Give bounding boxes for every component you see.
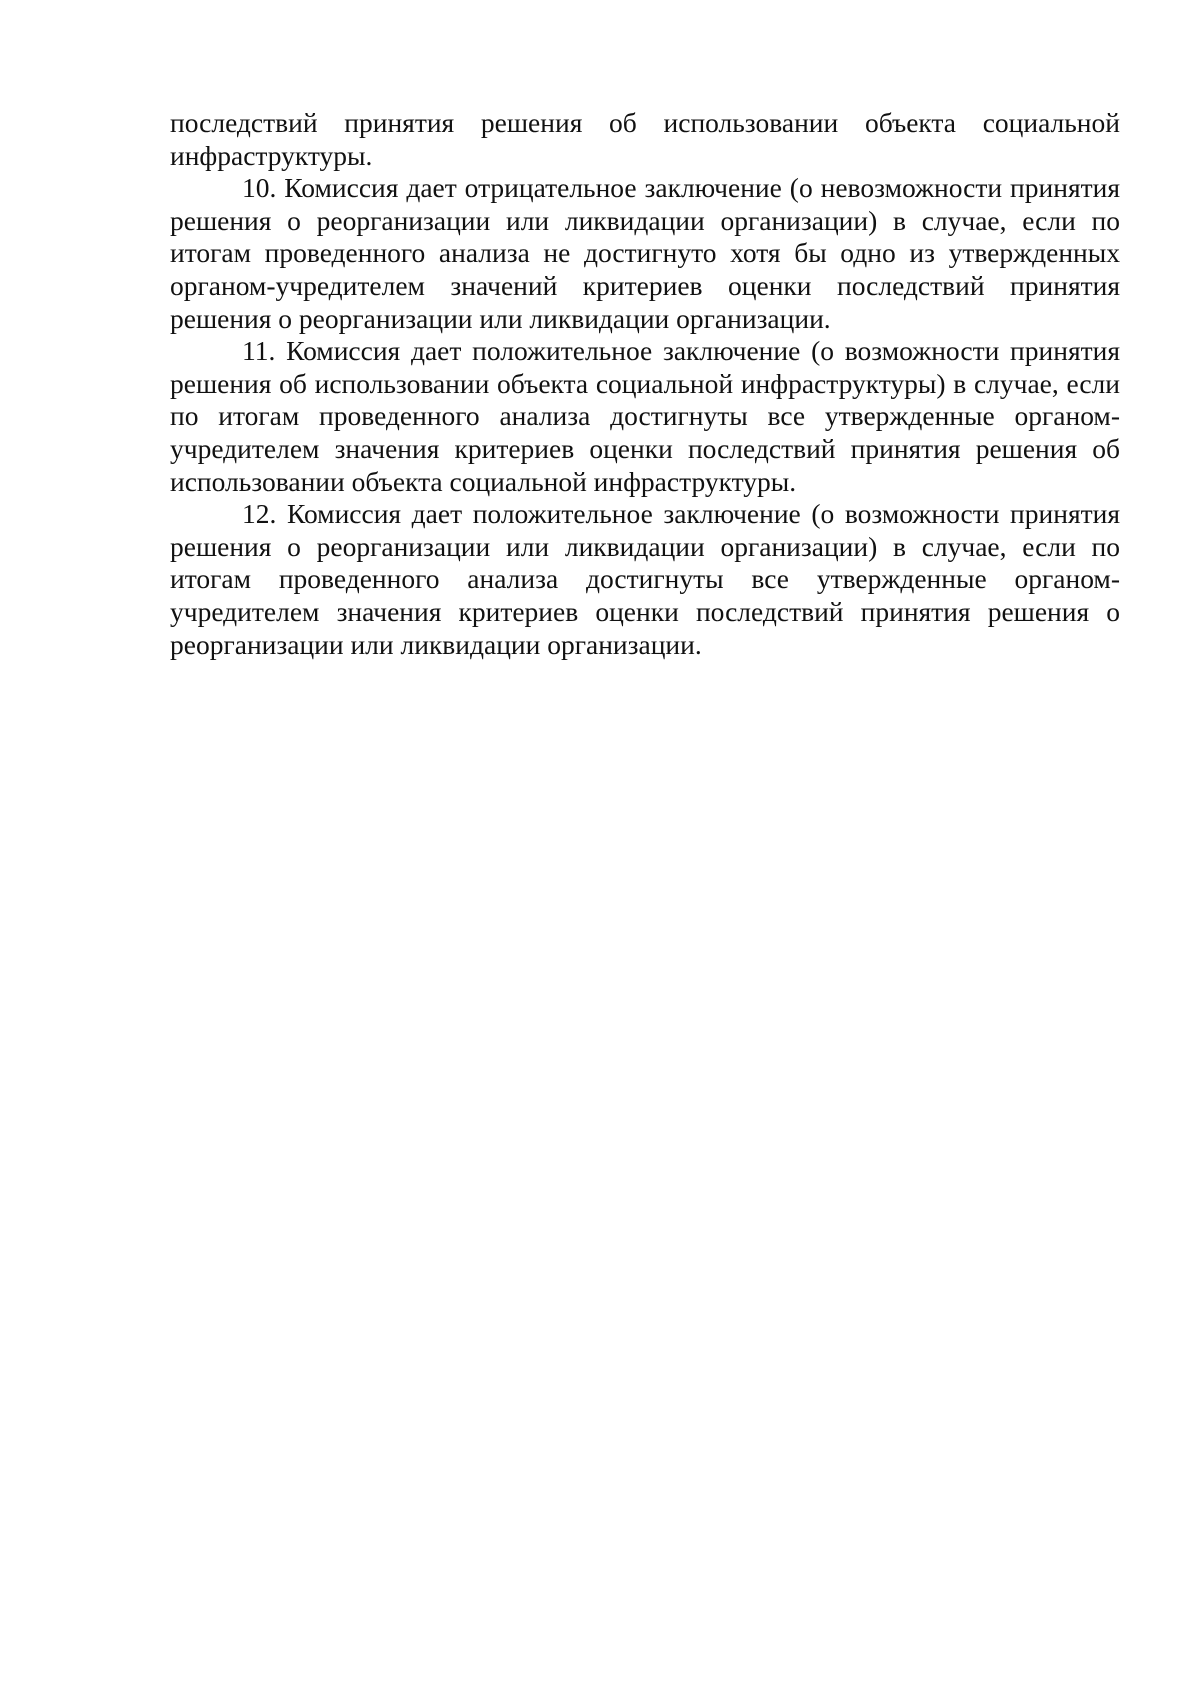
paragraph-continuation: последствий принятия решения об использовании объекта социальной инфраструктуры.	[170, 107, 1120, 171]
paragraph-item-12: 12. Комиссия дает положительное заключение (о возможности принятия решения о реорганизации или ликвидации организации) в случае, если по итогам проведенного анализа достигнуты все утвержденные органом-учредителем значения критериев оценки последствий принятия решения о реорганизации или ликвидации организации.	[170, 498, 1120, 660]
document-body	[170, 107, 1120, 661]
paragraph-item-11: 11. Комиссия дает положительное заключение (о возможности принятия решения об использовании объекта социальной инфраструктуры) в случае, если по итогам проведенного анализа достигнуты все утвержденные органом-учредителем значения критериев оценки последствий принятия решения об использовании объекта социальной инфраструктуры.	[170, 335, 1120, 497]
paragraph-item-10: 10. Комиссия дает отрицательное заключение (о невозможности принятия решения о реорганизации или ликвидации организации) в случае, если по итогам проведенного анализа не достигнуто хотя бы одно из утвержденных органом-учредителем значений критериев оценки последствий принятия решения о реорганизации или ликвидации организации.	[170, 172, 1120, 334]
